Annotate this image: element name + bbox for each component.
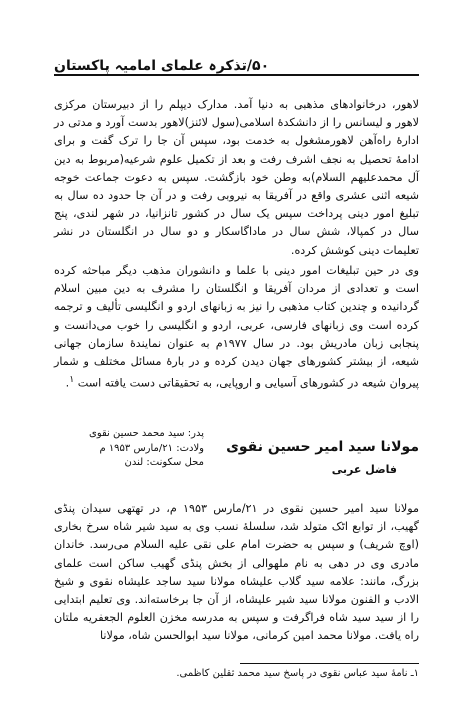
paragraph-2: وی در حین تبلیغات امور دینی با علما و دانشوران مذهب دیگر مباحثه کرده است و تعدادی از مردان آفریقا و انگلستان را مشرف به دین مبین اسلام گردانیده و چندین کتاب مذهبی را نیز به زبانهای اردو و انگلیسی تألیف و ترجمه کرده است وی زبانهای فارسی، عربی، اردو و انگلیسی را خوب می‌دانست و پنجابی زبان مادریش بود. در سال ۱۹۷۷م به عنوان نمایندهٔ سازمان جهانی شیعه، از بیشتر کشورهای جهان دیدن کرده و در بارهٔ مسائل مختلف و شمار پیروان شیعه در کشورهای آسیایی و اروپایی، به تحقیقاتی دست یافته است $^۱$. [54,264,419,390]
running-header [54,44,419,76]
biography-heading [54,427,419,489]
biography-name: مولانا سید امیر حسین نقوی [226,439,419,455]
biography-degree: فاضل عربی [331,463,397,476]
footnote: ۱ـ نامهٔ سید عباس نقوی در پاسخ سید محمد ثقلین کاظمی. [176,668,419,679]
paragraph-3 [54,500,419,646]
paragraph-1-text: لاهور، درخانوادهای مذهبی به دنیا آمد. مدارک دیپلم را از دبیرستان مرکزی لاهور و لیسانس را از دانشکدهٔ اسلامی(سول لائنز)لاهور بدست آورد و مدتی در ادارهٔ راه‌آهن لاهورمشغول به خدمت بود، سپس آن جا را ترک گفت و برای ادامهٔ تحصیل به نجف اشرف رفت و بعد از تکمیل علوم شرعیه(مربوط به دین آل محمدعلیهم السلام)به وطن خود بازگشت. سپس به دعوت جماعت خوجه شیعه اثنی عشری واقع در آفریقا به نیروبی رفت و در آن جا حدود ده سال به تبلیغ امور دینی پرداخت سپس یک سال در کشور تانزانیا، در شهر لندی، پنج سال در کمپالا، شش سال در ماداگاسکار و دو سال در انگلستان در نشر تعلیمات دینی کوشش کرده. [54,98,419,257]
header-title: ۵۰/تذکرہ علمای امامیہ پاکستان [54,58,270,74]
paragraph-1 [54,96,419,260]
biography-birth: ولادت: ۲۱/مارس ۱۹۵۳ م [99,442,204,454]
footnote-marker: ۱ [69,374,75,386]
biography-details [54,427,204,471]
paragraph-3-text: مولانا سید امیر حسین نقوی در ۲۱/مارس ۱۹۵۳ م، در تهتهی سیدان پنڈی گهیب، از توابع اٹک متولد شد، سلسلهٔ نسب وی به سید شیر شاه سرخ بخاری (اوچ شریف) و سپس به حضرت امام علی نقی علیه السلام می‌رسد. خاندان مادری وی در دهی به نام ملهوالی از بخش پنڈی گهیب ساکن است علمای بزرگ، مانند: علامه سید گلاب علیشاه مولانا سید ساجد علیشاه نقوی و شیخ الادب و الفنون مولانا سید شیر علیشاه، از آن جا برخاسته‌اند. وی تعلیم ابتدایی را از سید سید شاه فراگرفت و سپس به مدرسه مخزن العلوم الجعفریه ملتان راه یافت. مولانا محمد امین کرمانی، مولانا سید ابوالحسن شاه، مولانا [54,502,420,643]
biography-residence: محل سکونت: لندن [124,457,204,468]
footnote-divider [240,663,419,664]
biography-father: پدر: سید محمد حسین نقوی [89,428,204,439]
paragraph-2-text: وی در حین تبلیغات امور دینی با علما و دانشوران مذهب دیگر مباحثه کرده است و تعدادی از مردان آفریقا و انگلستان را مشرف به دین مبین اسلام گردانیده و چندین کتاب مذهبی را نیز به زبانهای اردو و انگلیسی تألیف و ترجمه کرده است وی زبانهای فارسی، عربی، اردو و انگلیسی را خوب می‌دانست و پنجابی زبان مادریش بود. در سال ۱۹۷۷م به عنوان نمایندهٔ سازمان جهانی شیعه، از بیشتر کشورهای جهان دیدن کرده و در بارهٔ مسائل مختلف و شمار پیروان شیعه در کشورهای آسیایی و اروپایی، به تحقیقاتی دست یافته است [54,264,419,390]
